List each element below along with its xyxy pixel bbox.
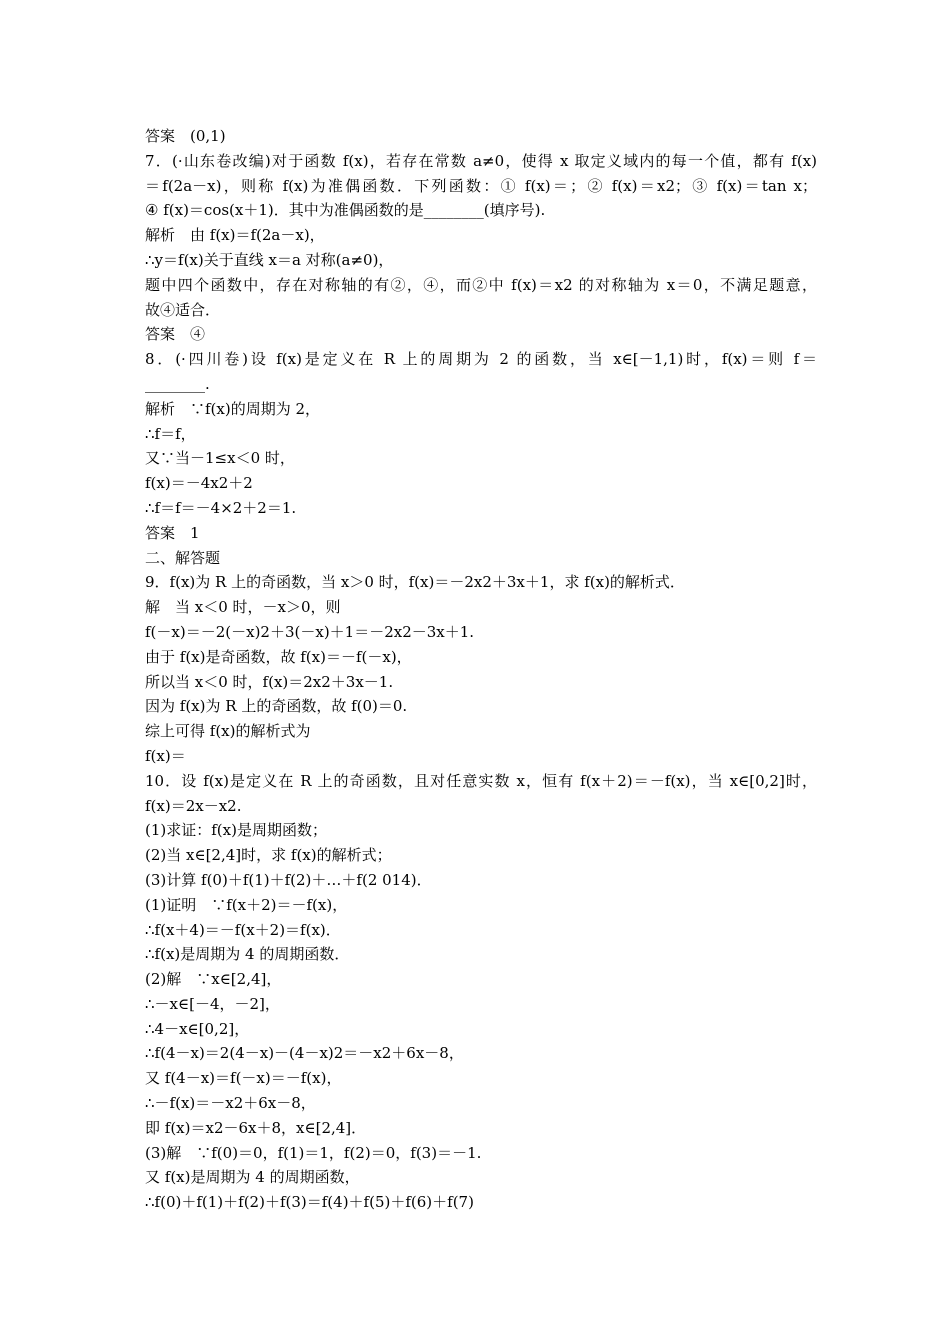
text-line: 答案 1 [145, 523, 200, 542]
text-line: 解 当 x＜0 时，－x＞0，则 [145, 598, 341, 617]
text-line: 二、解答题 [145, 548, 221, 567]
text-line: 因为 f(x)为 R 上的奇函数，故 f(0)＝0. [145, 697, 408, 716]
text-line: ∴4－x∈[0,2]， [145, 1019, 250, 1038]
text-line: 题中四个函数中，存在对称轴的有②，④，而②中 f(x)＝x2 的对称轴为 x＝0，不满足题意， [145, 275, 817, 294]
text-line: 答案 (0,1) [145, 127, 226, 145]
text-line: 7．(·山东卷改编)对于函数 f(x)，若存在常数 a≠0，使得 x 取定义域内的每一个值，都有 f(x) [145, 151, 817, 170]
text-line: (3)计算 f(0)＋f(1)＋f(2)＋…＋f(2 014)． [145, 870, 432, 889]
text-line: (1)证明 ∵f(x＋2)＝－f(x)， [145, 895, 348, 914]
text-line: f(x)＝－4x2＋2 [145, 474, 253, 493]
text-line: ∴f(0)＋f(1)＋f(2)＋f(3)＝f(4)＋f(5)＋f(6)＋f(7) [145, 1193, 474, 1212]
text-line: ∴f(x)是周期为 4 的周期函数． [145, 945, 350, 964]
text-line: ∴f＝f， [145, 424, 196, 443]
text-line: 所以当 x＜0 时，f(x)＝2x2＋3x－1. [145, 672, 394, 691]
text-line: 10．设 f(x)是定义在 R 上的奇函数，且对任意实数 x，恒有 f(x＋2)＝－f(x)，当 x∈[0,2]时， [145, 771, 817, 790]
text-line: ∴－x∈[－4，－2]， [145, 994, 280, 1013]
text-line: 又 f(x)是周期为 4 的周期函数， [145, 1168, 360, 1187]
document-body [145, 124, 817, 1215]
text-line: 解析 ∵f(x)的周期为 2， [145, 399, 321, 418]
text-line: 解析 由 f(x)＝f(2a－x)， [145, 226, 325, 245]
text-line: f(x)＝2x－x2. [145, 796, 242, 815]
text-line: ∴y＝f(x)关于直线 x＝a 对称(a≠0)， [145, 250, 394, 269]
text-line: f(x)＝ [145, 746, 186, 765]
text-line: f(－x)＝－2(－x)2＋3(－x)＋1＝－2x2－3x＋1. [145, 622, 475, 641]
text-line: 答案 ④ [145, 325, 206, 344]
text-line: 由于 f(x)是奇函数，故 f(x)＝－f(－x)， [145, 647, 412, 666]
text-line: (2)解 ∵x∈[2,4]， [145, 970, 282, 989]
text-line: 又 f(4－x)＝f(－x)＝－f(x)， [145, 1069, 342, 1088]
text-line: 又∵当－1≤x＜0 时， [145, 449, 295, 468]
text-line: 故④适合． [145, 300, 221, 319]
text-line: ∴f(4－x)＝2(4－x)－(4－x)2＝－x2＋6x－8， [145, 1044, 464, 1063]
text-line: (2)当 x∈[2,4]时，求 f(x)的解析式； [145, 846, 392, 865]
text-line: 综上可得 f(x)的解析式为 [145, 722, 311, 741]
text-line: ∴f＝f＝－4×2＋2＝1. [145, 498, 297, 517]
text-line: ④ f(x)＝cos(x＋1)．其中为准偶函数的是________(填序号). [145, 201, 546, 220]
text-line: 即 f(x)＝x2－6x＋8，x∈[2,4]． [145, 1118, 367, 1137]
text-line: ∴f(x＋4)＝－f(x＋2)＝f(x)． [145, 920, 341, 939]
text-line: ∴－f(x)＝－x2＋6x－8， [145, 1094, 316, 1113]
text-line: (3)解 ∵f(0)＝0，f(1)＝1，f(2)＝0，f(3)＝－1. [145, 1143, 482, 1162]
text-line: ＝f(2a－x)，则称 f(x)为准偶函数．下列函数：① f(x)＝；② f(x)＝x2；③ f(x)＝tan x； [145, 176, 817, 195]
text-line: 9．f(x)为 R 上的奇函数，当 x＞0 时，f(x)＝－2x2＋3x＋1，求 f(x)的解析式． [145, 573, 685, 592]
text-line: 8．(·四川卷)设 f(x)是定义在 R 上的周期为 2 的函数，当 x∈[－1,1)时，f(x)＝则 f＝ [145, 350, 817, 369]
text-line: (1)求证：f(x)是周期函数； [145, 821, 327, 840]
text-line: ________. [145, 374, 210, 393]
